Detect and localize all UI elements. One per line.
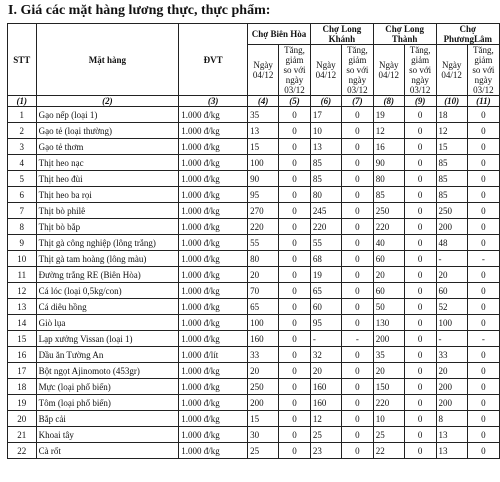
row-unit: 1.000 đ/kg (179, 283, 248, 299)
row-price: 15 (436, 139, 467, 155)
row-unit: 1.000 đ/kg (179, 187, 248, 203)
row-unit: 1.000 đ/kg (179, 251, 248, 267)
row-price: 60 (373, 251, 404, 267)
row-price: 33 (248, 347, 279, 363)
table-row (8, 219, 500, 235)
row-price: 10 (310, 123, 341, 139)
row-change: 0 (341, 379, 373, 395)
row-change: 0 (404, 315, 436, 331)
table-row (8, 331, 500, 347)
column-number: (2) (36, 96, 179, 107)
row-price: 200 (373, 331, 404, 347)
header-item: Mặt hàng (36, 24, 179, 96)
table-row (8, 283, 500, 299)
row-price: 160 (310, 379, 341, 395)
row-unit: 1.000 đ/kg (179, 107, 248, 123)
row-price: 85 (310, 155, 341, 171)
table-row (8, 427, 500, 443)
row-change: 0 (341, 443, 373, 459)
row-change: 0 (404, 187, 436, 203)
row-stt: 15 (8, 331, 37, 347)
row-price: 20 (436, 363, 467, 379)
row-price: 48 (436, 235, 467, 251)
header-market-bien-hoa: Chợ Biên Hòa (248, 24, 311, 45)
row-price: 23 (310, 443, 341, 459)
header-stt: STT (8, 24, 37, 96)
row-price: 65 (310, 283, 341, 299)
row-stt: 5 (8, 171, 37, 187)
row-price: 200 (248, 395, 279, 411)
row-stt: 3 (8, 139, 37, 155)
row-price: 60 (436, 283, 467, 299)
row-price: 16 (373, 139, 404, 155)
price-table (7, 23, 500, 459)
row-price: 10 (373, 411, 404, 427)
row-stt: 11 (8, 267, 37, 283)
row-change: 0 (404, 123, 436, 139)
row-change: 0 (404, 283, 436, 299)
row-change: 0 (279, 251, 311, 267)
table-row (8, 347, 500, 363)
row-item: Gạo nếp (loại 1) (36, 107, 179, 123)
row-change: 0 (467, 219, 499, 235)
row-price: 12 (373, 123, 404, 139)
row-item: Bắp cải (36, 411, 179, 427)
table-row (8, 315, 500, 331)
row-price: 80 (373, 171, 404, 187)
header-day: Ngày 04/12 (310, 45, 341, 96)
row-item: Thịt heo đùi (36, 171, 179, 187)
row-price: 32 (310, 347, 341, 363)
row-price: 35 (248, 107, 279, 123)
row-price: 52 (436, 299, 467, 315)
row-price: 60 (373, 283, 404, 299)
row-change: 0 (279, 411, 311, 427)
header-change: Tăng, giảm so với ngày 03/12 (404, 45, 436, 96)
row-change: 0 (467, 363, 499, 379)
row-change: 0 (467, 283, 499, 299)
row-stt: 22 (8, 443, 37, 459)
row-unit: 1.000 đ/kg (179, 379, 248, 395)
row-price: 150 (373, 379, 404, 395)
row-price: 220 (373, 219, 404, 235)
row-stt: 18 (8, 379, 37, 395)
row-unit: 1.000 đ/kg (179, 395, 248, 411)
row-change: 0 (467, 443, 499, 459)
row-price: 60 (310, 299, 341, 315)
row-price: 220 (310, 219, 341, 235)
row-change: 0 (341, 427, 373, 443)
row-stt: 16 (8, 347, 37, 363)
row-price: 220 (248, 219, 279, 235)
row-change: 0 (467, 395, 499, 411)
row-change: 0 (279, 123, 311, 139)
row-item: Dầu ăn Tường An (36, 347, 179, 363)
row-change: 0 (404, 139, 436, 155)
row-price: 13 (436, 443, 467, 459)
row-change: 0 (341, 107, 373, 123)
header-market-long-khanh: Chợ Long Khánh (310, 24, 373, 45)
column-number: (3) (179, 96, 248, 107)
row-change: 0 (467, 171, 499, 187)
row-price: 85 (310, 171, 341, 187)
column-number: (7) (341, 96, 373, 107)
row-stt: 6 (8, 187, 37, 203)
row-change: 0 (341, 299, 373, 315)
header-change: Tăng, giảm so với ngày 03/12 (279, 45, 311, 96)
row-unit: 1.000 đ/kg (179, 331, 248, 347)
row-price: 68 (310, 251, 341, 267)
column-number: (6) (310, 96, 341, 107)
row-price: 95 (310, 315, 341, 331)
row-change: 0 (467, 203, 499, 219)
header-market-long-thanh: Chợ Long Thành (373, 24, 436, 45)
row-price: 12 (436, 123, 467, 139)
row-price: 70 (248, 283, 279, 299)
row-change: 0 (467, 315, 499, 331)
row-price: 12 (310, 411, 341, 427)
row-item: Thịt gà công nghiệp (lông trắng) (36, 235, 179, 251)
row-item: Lạp xưởng Vissan (loại 1) (36, 331, 179, 347)
row-change: 0 (341, 187, 373, 203)
row-stt: 8 (8, 219, 37, 235)
row-price: 95 (248, 187, 279, 203)
row-price: 22 (373, 443, 404, 459)
row-price: 13 (436, 427, 467, 443)
row-price: 35 (373, 347, 404, 363)
row-price: 13 (248, 123, 279, 139)
row-change: 0 (404, 363, 436, 379)
row-change: 0 (279, 395, 311, 411)
row-unit: 1.000 đ/kg (179, 267, 248, 283)
row-item: Gạo tẻ thơm (36, 139, 179, 155)
row-change: 0 (404, 203, 436, 219)
row-price: 30 (248, 427, 279, 443)
header-day: Ngày 04/12 (436, 45, 467, 96)
row-price: - (436, 251, 467, 267)
section-title: I. Giá các mặt hàng lương thực, thực phẩm: (8, 3, 271, 18)
row-price: 100 (248, 155, 279, 171)
row-item: Thịt gà tam hoàng (lông màu) (36, 251, 179, 267)
table-row (8, 267, 500, 283)
row-stt: 7 (8, 203, 37, 219)
row-change: 0 (279, 427, 311, 443)
row-stt: 17 (8, 363, 37, 379)
row-change: 0 (341, 171, 373, 187)
row-stt: 4 (8, 155, 37, 171)
row-item: Gạo tẻ (loại thường) (36, 123, 179, 139)
row-price: 200 (436, 379, 467, 395)
row-item: Cá lóc (loại 0,5kg/con) (36, 283, 179, 299)
row-change: 0 (279, 171, 311, 187)
row-item: Thịt heo nạc (36, 155, 179, 171)
row-price: 20 (436, 267, 467, 283)
row-price: 200 (436, 219, 467, 235)
row-price: 160 (248, 331, 279, 347)
row-price: 20 (248, 363, 279, 379)
row-price: 55 (248, 235, 279, 251)
table-row (8, 155, 500, 171)
row-change: 0 (341, 267, 373, 283)
row-change: 0 (341, 139, 373, 155)
row-unit: 1.000 đ/kg (179, 235, 248, 251)
row-price: 25 (373, 427, 404, 443)
table-row (8, 299, 500, 315)
row-item: Cá diêu hồng (36, 299, 179, 315)
row-change: 0 (467, 299, 499, 315)
row-change: 0 (404, 171, 436, 187)
row-price: 85 (436, 155, 467, 171)
row-change: 0 (279, 299, 311, 315)
row-change: 0 (404, 219, 436, 235)
row-change: 0 (404, 411, 436, 427)
row-price: 85 (436, 187, 467, 203)
row-change: 0 (341, 123, 373, 139)
row-unit: 1.000 đ/kg (179, 411, 248, 427)
row-change: 0 (341, 283, 373, 299)
row-item: Bột ngọt Ajinomoto (453gr) (36, 363, 179, 379)
row-change: - (467, 251, 499, 267)
row-change: 0 (341, 251, 373, 267)
row-change: 0 (404, 331, 436, 347)
row-price: 245 (310, 203, 341, 219)
row-change: 0 (279, 363, 311, 379)
row-change: 0 (279, 203, 311, 219)
row-price: 65 (248, 299, 279, 315)
column-number: (8) (373, 96, 404, 107)
row-change: 0 (341, 347, 373, 363)
row-item: Tôm (loại phổ biến) (36, 395, 179, 411)
header-unit: ĐVT (179, 24, 248, 96)
row-price: 13 (310, 139, 341, 155)
row-change: 0 (279, 107, 311, 123)
row-change: 0 (404, 107, 436, 123)
row-change: 0 (404, 267, 436, 283)
row-unit: 1.000 đ/kg (179, 171, 248, 187)
column-number: (11) (467, 96, 499, 107)
row-change: 0 (341, 155, 373, 171)
row-stt: 13 (8, 299, 37, 315)
row-price: 25 (310, 427, 341, 443)
row-price: 100 (248, 315, 279, 331)
row-item: Mực (loại phổ biến) (36, 379, 179, 395)
row-change: 0 (279, 155, 311, 171)
column-number: (9) (404, 96, 436, 107)
row-unit: 1.000 đ/kg (179, 203, 248, 219)
row-item: Cà rốt (36, 443, 179, 459)
header-market-phuong-lam: Chợ PhươngLâm (436, 24, 499, 45)
row-change: 0 (279, 347, 311, 363)
row-change: 0 (279, 139, 311, 155)
row-price: 160 (310, 395, 341, 411)
row-change: 0 (279, 379, 311, 395)
column-number: (4) (248, 96, 279, 107)
row-change: 0 (467, 155, 499, 171)
row-stt: 14 (8, 315, 37, 331)
row-stt: 19 (8, 395, 37, 411)
row-unit: 1.000 đ/kg (179, 139, 248, 155)
row-unit: 1.000 đ/kg (179, 427, 248, 443)
row-unit: 1.000 đ/kg (179, 443, 248, 459)
row-price: 19 (373, 107, 404, 123)
row-item: Khoai tây (36, 427, 179, 443)
row-item: Thịt bò philê (36, 203, 179, 219)
row-change: 0 (279, 235, 311, 251)
table-row (8, 187, 500, 203)
row-stt: 20 (8, 411, 37, 427)
row-unit: 1.000 đ/kg (179, 123, 248, 139)
row-price: 15 (248, 411, 279, 427)
row-change: 0 (279, 331, 311, 347)
row-price: 220 (373, 395, 404, 411)
table-row (8, 379, 500, 395)
row-price: 80 (310, 187, 341, 203)
row-stt: 1 (8, 107, 37, 123)
row-price: 100 (436, 315, 467, 331)
row-change: 0 (467, 107, 499, 123)
row-stt: 12 (8, 283, 37, 299)
row-unit: 1.000 đ/kg (179, 315, 248, 331)
row-price: 8 (436, 411, 467, 427)
row-price: 200 (436, 395, 467, 411)
row-change: 0 (341, 235, 373, 251)
row-unit: 1.000 đ/kg (179, 363, 248, 379)
row-item: Thịt bò bắp (36, 219, 179, 235)
row-price: 90 (248, 171, 279, 187)
row-change: - (341, 331, 373, 347)
row-unit: 1.000 đ/kg (179, 299, 248, 315)
row-change: 0 (404, 427, 436, 443)
row-price: 33 (436, 347, 467, 363)
row-change: 0 (404, 155, 436, 171)
row-change: 0 (404, 299, 436, 315)
row-price: 40 (373, 235, 404, 251)
row-change: 0 (467, 411, 499, 427)
row-change: 0 (467, 427, 499, 443)
column-number: (1) (8, 96, 37, 107)
table-row (8, 107, 500, 123)
row-price: 18 (436, 107, 467, 123)
row-change: 0 (467, 347, 499, 363)
row-change: 0 (467, 267, 499, 283)
row-change: 0 (341, 315, 373, 331)
row-item: Đường trắng RE (Biên Hòa) (36, 267, 179, 283)
row-price: 50 (373, 299, 404, 315)
row-change: 0 (341, 363, 373, 379)
row-price: 19 (310, 267, 341, 283)
row-change: 0 (279, 219, 311, 235)
row-stt: 21 (8, 427, 37, 443)
row-stt: 9 (8, 235, 37, 251)
row-price: 20 (373, 267, 404, 283)
row-price: 85 (373, 187, 404, 203)
row-price: 25 (248, 443, 279, 459)
column-number-row (8, 96, 500, 107)
row-change: 0 (341, 219, 373, 235)
column-number: (5) (279, 96, 311, 107)
row-change: - (467, 331, 499, 347)
row-change: 0 (279, 283, 311, 299)
row-change: 0 (279, 267, 311, 283)
row-change: 0 (467, 123, 499, 139)
header-change: Tăng, giảm so với ngày 03/12 (341, 45, 373, 96)
row-change: 0 (404, 395, 436, 411)
row-price: - (436, 331, 467, 347)
row-price: 15 (248, 139, 279, 155)
row-change: 0 (404, 379, 436, 395)
row-price: 250 (248, 379, 279, 395)
row-change: 0 (279, 443, 311, 459)
row-price: 250 (436, 203, 467, 219)
row-item: Thịt heo ba rọi (36, 187, 179, 203)
row-change: 0 (467, 379, 499, 395)
row-change: 0 (404, 251, 436, 267)
row-stt: 2 (8, 123, 37, 139)
row-change: 0 (467, 187, 499, 203)
row-change: 0 (279, 187, 311, 203)
row-price: 20 (248, 267, 279, 283)
row-unit: 1.000 đ/kg (179, 155, 248, 171)
row-change: 0 (341, 203, 373, 219)
row-price: 90 (373, 155, 404, 171)
row-change: 0 (467, 139, 499, 155)
header-day: Ngày 04/12 (373, 45, 404, 96)
row-change: 0 (404, 443, 436, 459)
row-change: 0 (404, 235, 436, 251)
table-row (8, 171, 500, 187)
row-change: 0 (279, 315, 311, 331)
row-price: 80 (248, 251, 279, 267)
table-row (8, 235, 500, 251)
table-row (8, 251, 500, 267)
row-price: 250 (373, 203, 404, 219)
row-change: 0 (341, 395, 373, 411)
row-price: 55 (310, 235, 341, 251)
header-day: Ngày 04/12 (248, 45, 279, 96)
row-price: 270 (248, 203, 279, 219)
table-row (8, 139, 500, 155)
table-row (8, 123, 500, 139)
row-unit: 1.000 đ/lít (179, 347, 248, 363)
table-row (8, 411, 500, 427)
row-change: 0 (404, 347, 436, 363)
table-row (8, 443, 500, 459)
row-item: Giò lụa (36, 315, 179, 331)
table-row (8, 395, 500, 411)
column-number: (10) (436, 96, 467, 107)
row-price: 17 (310, 107, 341, 123)
row-change: 0 (341, 411, 373, 427)
row-stt: 10 (8, 251, 37, 267)
row-price: - (310, 331, 341, 347)
row-price: 85 (436, 171, 467, 187)
row-change: 0 (467, 235, 499, 251)
row-price: 130 (373, 315, 404, 331)
row-price: 20 (373, 363, 404, 379)
row-unit: 1.000 đ/kg (179, 219, 248, 235)
row-price: 20 (310, 363, 341, 379)
table-row (8, 203, 500, 219)
table-row (8, 363, 500, 379)
header-change: Tăng, giảm so với ngày 03/12 (467, 45, 499, 96)
